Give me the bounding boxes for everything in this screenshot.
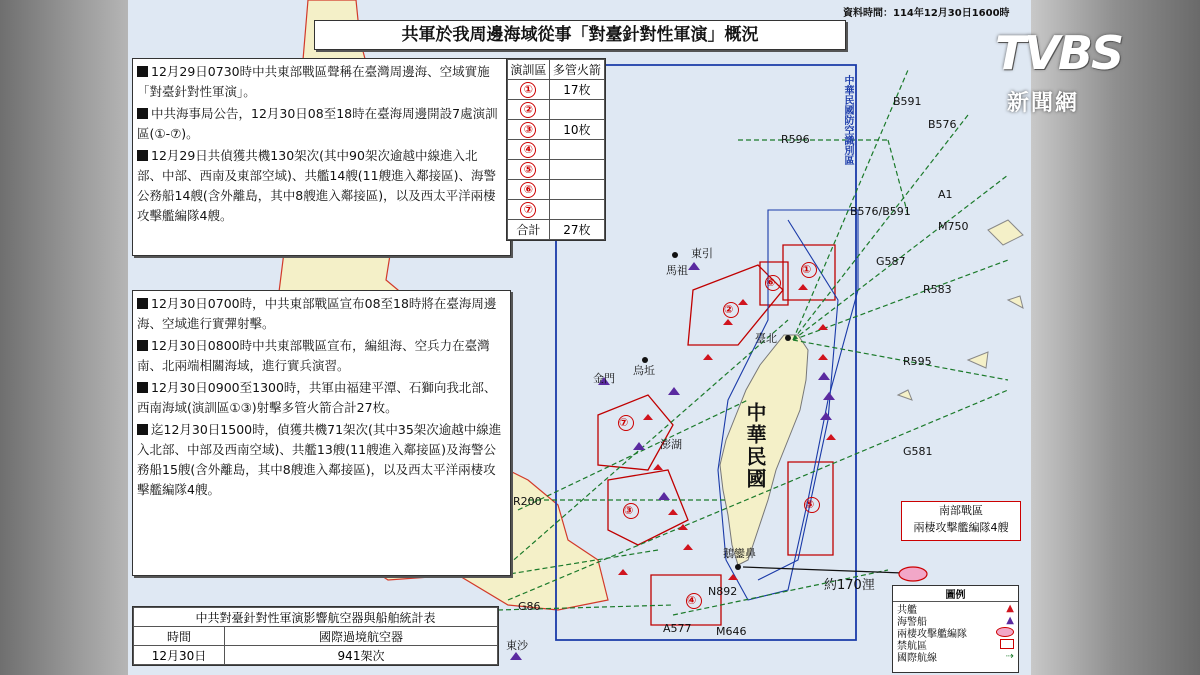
zone-map-label: ⑤ [804,497,820,513]
legend-label: 海警船 [897,616,927,628]
route-label: G581 [903,445,933,458]
route-label: R595 [903,355,932,368]
rocket-header-count: 多管火箭 [549,60,604,80]
zone-label: ② [520,102,536,118]
rocket-table [506,58,606,241]
tvbs-logo [995,18,1180,128]
stats-row-date: 12月30日 [134,646,225,665]
rocket-count [549,100,604,120]
adiz-label: 中華民國防空識別區 [842,75,853,165]
dongsha-label: 東沙 [506,639,528,652]
zone-label: ⑥ [520,182,536,198]
zone-map-label: ② [723,302,739,318]
note-bottom-4: 迄12月30日1500時，偵獲共機71架次(其中35架次逾越中線進入北部、中部及西南空域)、共艦13艘(11艘進入鄰接區)及海警公務船15艘(含外離島，其中8艘進入鄰接區)，以及西太平洋兩棲攻擊艦編隊4艘。 [137,422,502,497]
taipei-label: 臺北 [755,332,777,345]
eluanbi-label: 鵝鑾鼻 [723,547,756,560]
note-top-2: 中共海事局公告，12月30日08至18時在臺海周邊開設7處演訓區(①-⑦)。 [137,106,498,141]
map-panel [128,0,1031,675]
zone-label: ① [520,82,536,98]
distance-label: 約170浬 [824,578,875,593]
route-label: A577 [663,622,692,635]
zone-3 [608,470,688,545]
distance-line [743,567,903,573]
zone-map-label: ⑦ [618,415,634,431]
route-label: M646 [716,625,747,638]
stats-header-aircraft: 國際過境航空器 [225,627,498,646]
left-blur-background [0,0,128,675]
legend-label: 共艦 [897,604,917,616]
legend-title: 圖例 [893,586,1018,602]
route-label: B576/B591 [850,205,911,218]
legend-label: 國際航線 [897,652,937,664]
legend [892,585,1019,673]
route-label: M750 [938,220,969,233]
stats-caption: 中共對臺針對性軍演影響航空器與船舶統計表 [134,608,498,627]
zone-label: ⑤ [520,162,536,178]
note-bottom-3: 12月30日0900至1300時，共軍由福建平潭、石獅向我北部、西南海域(演訓區①③)射擊多管火箭合計27枚。 [137,380,497,415]
note-top-1: 12月29日0730時中共東部戰區聲稱在臺灣周邊海、空域實施「對臺針對性軍演」。 [137,64,490,99]
zone-map-label: ③ [623,503,639,519]
dongyin-label: 東引 [691,247,713,260]
route-label: N892 [708,585,738,598]
south-theater-line2: 兩棲攻擊艦編隊4艘 [913,521,1009,534]
exercise-zones [598,245,835,625]
eluanbi-dot [735,564,741,570]
rocket-header-zone: 演訓區 [508,60,550,80]
note-bottom-2: 12月30日0800時中共東部戰區宣布，編組海、空兵力在臺灣南、北兩端相關海域，進行實兵演習。 [137,338,490,373]
route-label: G86 [518,600,541,613]
kinmen-label: 金門 [593,372,615,385]
rocket-count [549,140,604,160]
amphibious-group-icon [996,627,1014,637]
route-label: B576 [928,118,957,131]
matsu-label: 馬祖 [666,264,688,277]
no-sail-zone-icon [1000,639,1014,649]
rocket-count: 10枚 [549,120,604,140]
rocket-total: 27枚 [549,220,604,240]
roc-label: 中華民國 [743,402,767,490]
ryukyu-islands [898,220,1023,400]
legend-label: 兩棲攻擊艦編隊 [897,628,967,640]
zone-map-label: ⑥ [765,275,781,291]
zone-label: ⑦ [520,202,536,218]
coast-guard-icon: ▲ [1006,614,1014,626]
south-theater-line1: 南部戰區 [939,504,983,517]
rocket-count: 17枚 [549,80,604,100]
route-label: G587 [876,255,906,268]
wuqiu-label: 烏坵 [633,364,655,377]
rocket-count [549,160,604,180]
route-label: B591 [893,95,922,108]
notes-top [132,58,511,256]
zone-7 [598,395,673,470]
stats-row-count: 941架次 [225,646,498,665]
data-time: 資料時間：114年12月30日1600時 [843,8,1010,19]
south-theater-box [901,501,1021,541]
zone-label: ④ [520,142,536,158]
penghu-label: 澎湖 [660,438,682,451]
legend-label: 禁航區 [897,640,927,652]
zone-label: ③ [520,122,536,138]
tvbs-logo-text: TVBS [995,26,1123,80]
route-label: R596 [781,133,810,146]
zone-map-label: ④ [686,593,702,609]
zone-map-label: ① [801,262,817,278]
rocket-total-label: 合計 [508,220,550,240]
route-label: R583 [923,283,952,296]
tvbs-logo-sub: 新聞網 [1007,91,1080,116]
note-bottom-1: 12月30日0700時，中共東部戰區宣布08至18時將在臺海周邊海、空域進行實彈射擊。 [137,296,497,331]
page-title: 共軍於我周邊海域從事「對臺針對性軍演」概況 [314,20,846,50]
route-arrow-icon: ⇢ [1005,650,1014,662]
note-top-3: 12月29日共偵獲共機130架次(其中90架次逾越中線進入北部、中部、西南及東部空域)、共艦14艘(11艘進入鄰接區)、海警公務船14艘(含外離島，其中8艘進入鄰接區)，以及西太平洋兩棲攻擊艦編隊4艘。 [137,148,496,223]
taipei-dot [785,335,791,341]
route-label: R200 [513,495,542,508]
stats-header-time: 時間 [134,627,225,646]
rocket-count [549,200,604,220]
amphibious-group-marker [899,567,927,581]
pla-ship-icon: ▲ [1006,602,1014,614]
rocket-count [549,180,604,200]
notes-bottom [132,290,511,576]
route-label: A1 [938,188,953,201]
stats-table [132,606,499,666]
